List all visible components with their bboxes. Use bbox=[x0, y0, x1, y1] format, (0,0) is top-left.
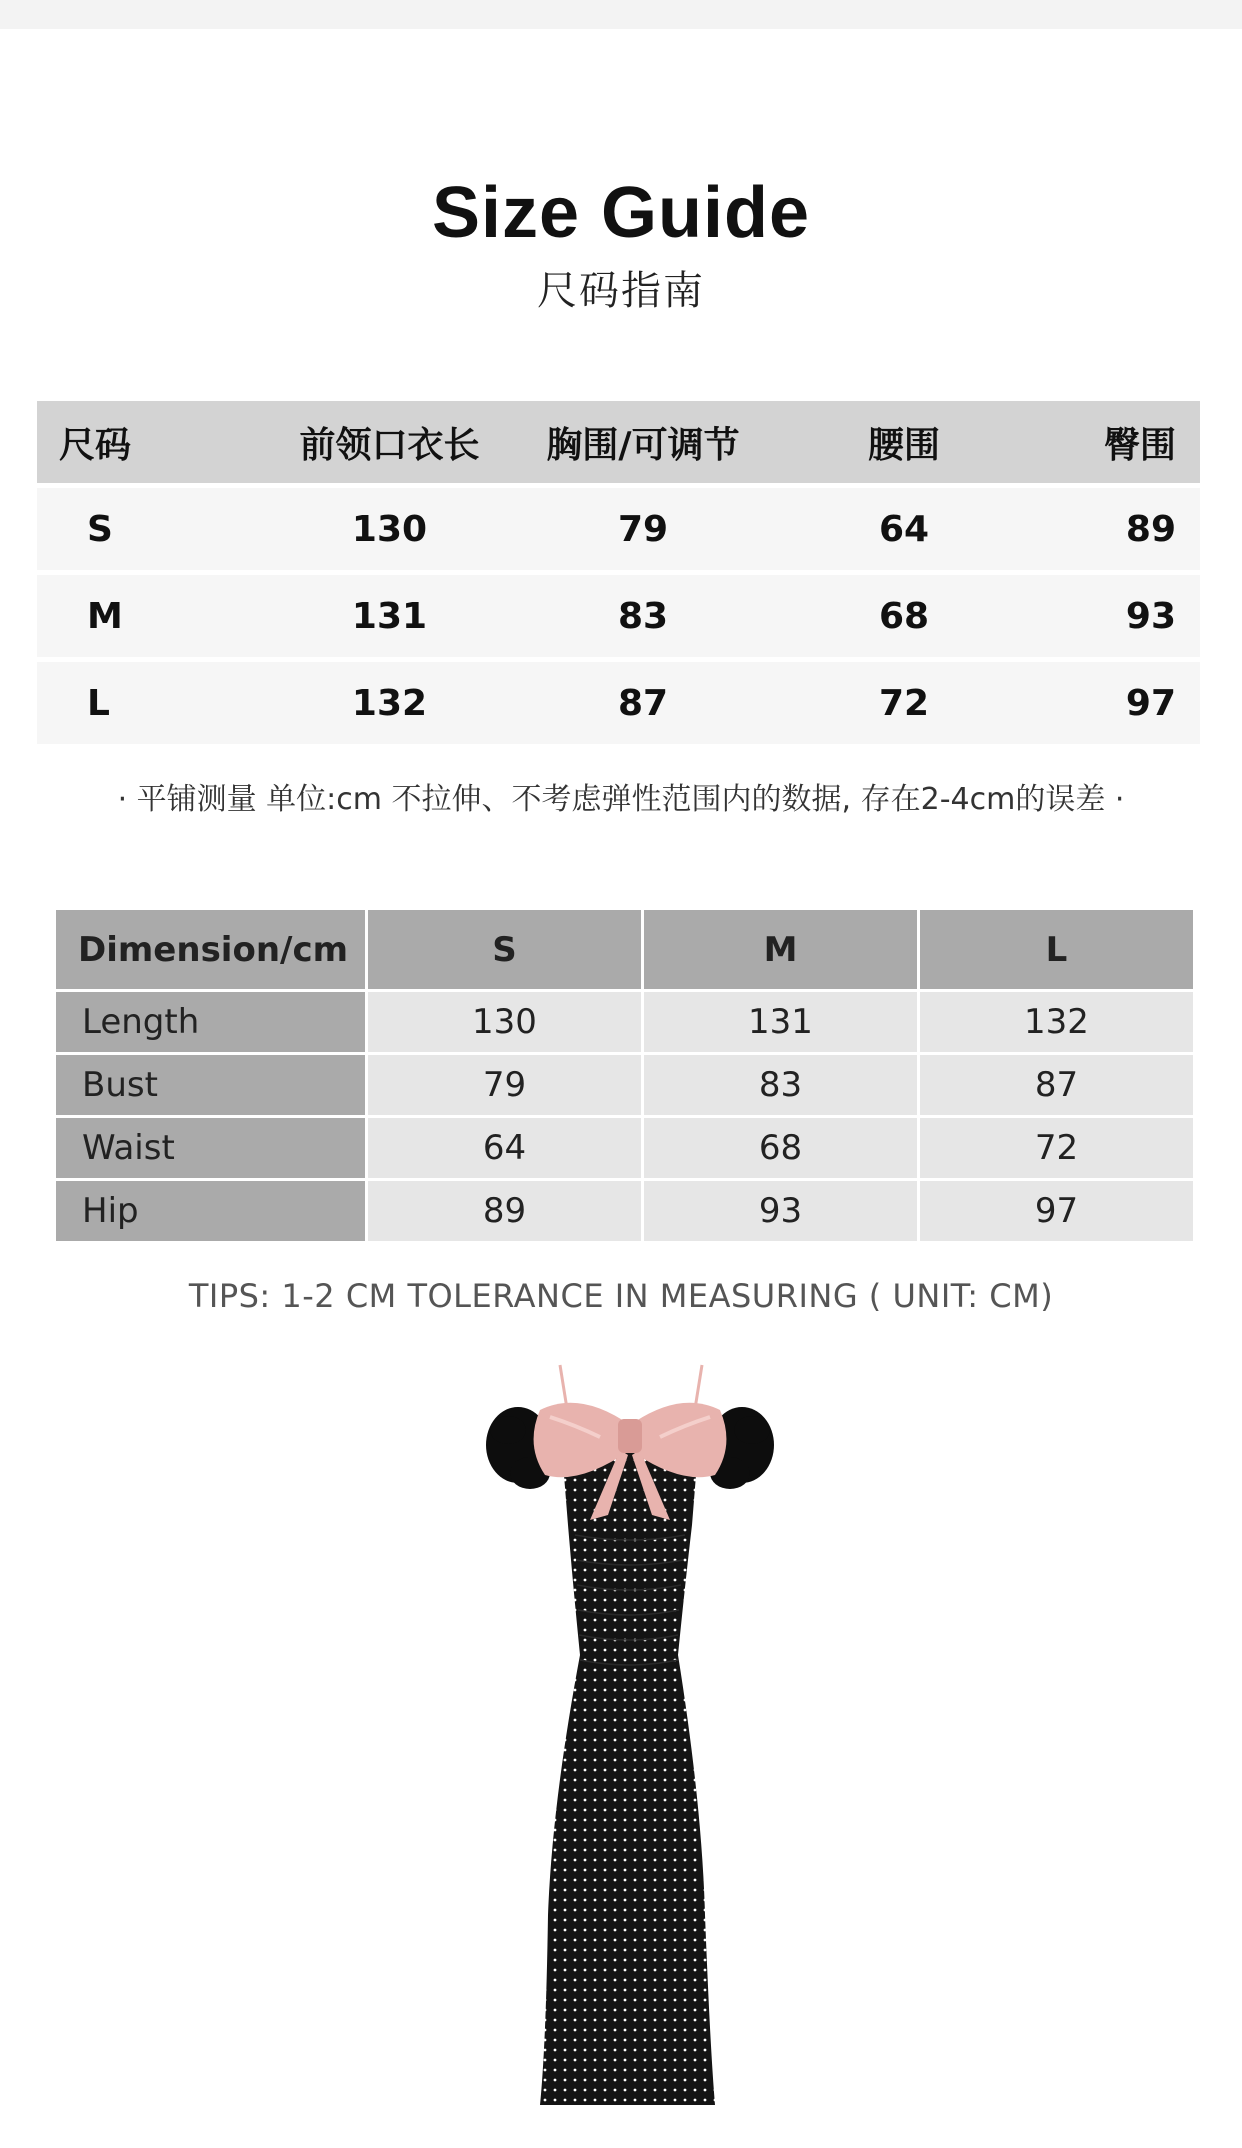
table-cell: 64 bbox=[878, 508, 930, 550]
measurement-note: · 平铺测量 单位:cm 不拉伸、不考虑弹性范围内的数据, 存在2-4cm的误差 · bbox=[117, 782, 1125, 817]
table-cell: 132 bbox=[351, 682, 428, 724]
page-subtitle: 尺码指南 bbox=[537, 268, 705, 314]
tolerance-tips: TIPS: 1-2 CM TOLERANCE IN MEASURING ( UNIT: CM) bbox=[188, 1277, 1054, 1315]
size-table-cn bbox=[37, 401, 1200, 744]
header-cell: 臀围 bbox=[1103, 424, 1176, 466]
header-cell: L bbox=[920, 910, 1193, 992]
size-table-cn-header bbox=[37, 401, 1200, 483]
table-row bbox=[56, 1181, 1193, 1244]
table-cell: 79 bbox=[368, 1055, 644, 1118]
row-label: Waist bbox=[56, 1118, 368, 1181]
table-row bbox=[37, 488, 1200, 570]
table-cell: 97 bbox=[920, 1181, 1193, 1244]
table-cell: L bbox=[87, 682, 110, 724]
table-row bbox=[37, 575, 1200, 657]
row-label: Length bbox=[56, 992, 368, 1055]
header-cell: 腰围 bbox=[867, 424, 940, 466]
table-cell: 89 bbox=[1125, 508, 1176, 550]
table-cell: 93 bbox=[644, 1181, 920, 1244]
table-cell: 97 bbox=[1125, 682, 1176, 724]
header-cell: S bbox=[368, 910, 644, 992]
table-row bbox=[37, 662, 1200, 744]
table-cell: 68 bbox=[644, 1118, 920, 1181]
table-cell: 131 bbox=[351, 595, 428, 637]
header-cell: Dimension/cm bbox=[56, 910, 368, 992]
table-cell: 68 bbox=[878, 595, 930, 637]
header-cell: 前领口衣长 bbox=[299, 424, 480, 466]
size-table-en-header bbox=[56, 910, 1193, 992]
row-label: Bust bbox=[56, 1055, 368, 1118]
dress-product-image bbox=[480, 1355, 780, 2115]
table-cell: 130 bbox=[368, 992, 644, 1055]
table-cell: 131 bbox=[644, 992, 920, 1055]
table-row bbox=[56, 1118, 1193, 1181]
page-title: Size Guide bbox=[431, 173, 811, 253]
header-cell: 胸围/可调节 bbox=[546, 424, 740, 466]
header-cell: 尺码 bbox=[59, 424, 132, 466]
table-cell: 87 bbox=[617, 682, 669, 724]
header-cell: M bbox=[644, 910, 920, 992]
size-table-en bbox=[56, 910, 1193, 1244]
table-row bbox=[56, 992, 1193, 1055]
table-row bbox=[56, 1055, 1193, 1118]
row-label: Hip bbox=[56, 1181, 368, 1244]
table-cell: 132 bbox=[920, 992, 1193, 1055]
top-bar bbox=[0, 0, 1242, 29]
table-cell: 79 bbox=[617, 508, 669, 550]
table-cell: 83 bbox=[617, 595, 669, 637]
table-cell: 89 bbox=[368, 1181, 644, 1244]
table-cell: 93 bbox=[1125, 595, 1176, 637]
table-cell: 72 bbox=[878, 682, 930, 724]
table-cell: 72 bbox=[920, 1118, 1193, 1181]
table-cell: S bbox=[87, 508, 113, 550]
table-cell: 87 bbox=[920, 1055, 1193, 1118]
table-cell: 130 bbox=[351, 508, 428, 550]
table-cell: 83 bbox=[644, 1055, 920, 1118]
table-cell: 64 bbox=[368, 1118, 644, 1181]
table-cell: M bbox=[87, 595, 123, 637]
